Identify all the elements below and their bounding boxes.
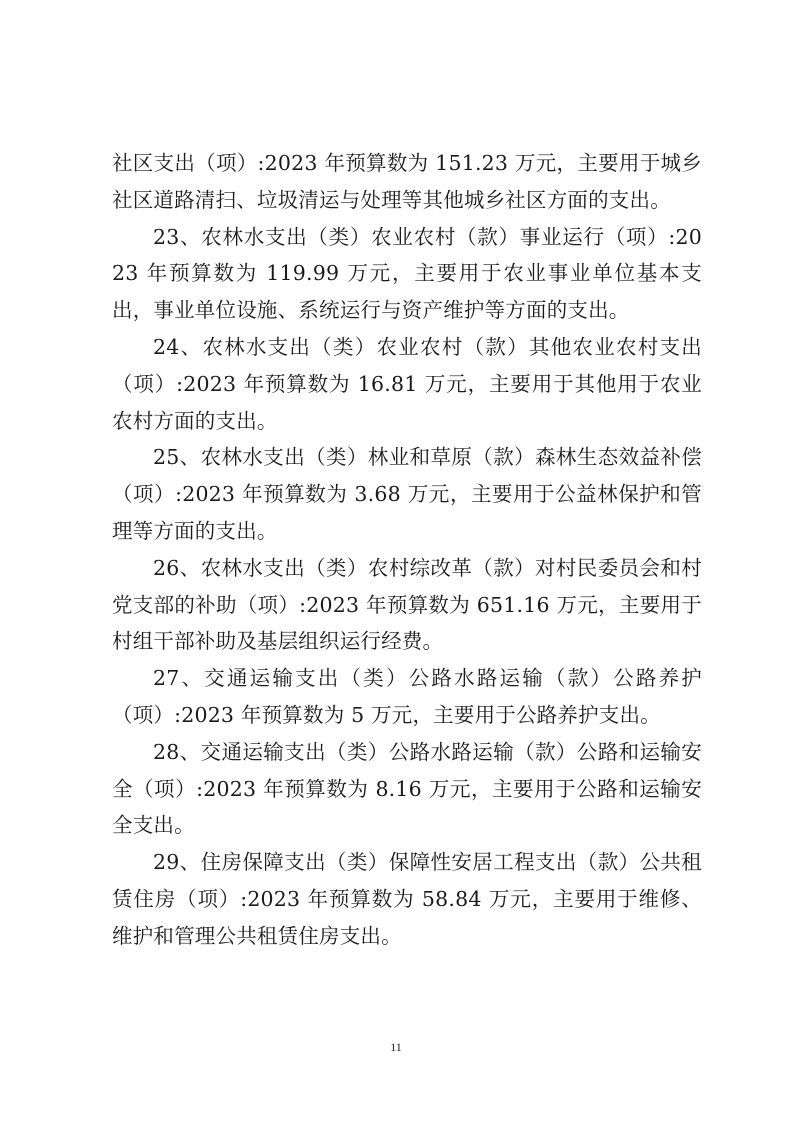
paragraph-item-23: 23、农林水支出（类）农业农村（款）事业运行（项）:2023 年预算数为 119.99 万元，主要用于农业事业单位基本支出，事业单位设施、系统运行与资产维护等方面的支出。 [112,224,702,323]
page-number: 11 [390,1040,402,1054]
paragraph-community-expense: 社区支出（项）:2023 年预算数为 151.23 万元，主要用于城乡社区道路清扫、垃圾清运与处理等其他城乡社区方面的支出。 [112,151,702,212]
paragraph-item-28: 28、交通运输支出（类）公路水路运输（款）公路和运输安全（项）:2023 年预算数为 8.16 万元，主要用于公路和运输安全支出。 [112,739,702,838]
paragraph-item-26: 26、农林水支出（类）农村综改革（款）对村民委员会和村党支部的补助（项）:2023 年预算数为 651.16 万元，主要用于村组干部补助及基层组织运行经费。 [112,555,702,654]
paragraph-item-25: 25、农林水支出（类）林业和草原（款）森林生态效益补偿（项）:2023 年预算数为 3.68 万元，主要用于公益林保护和管理等方面的支出。 [112,445,702,543]
document-body [112,145,702,955]
paragraph-item-24: 24、农林水支出（类）农业农村（款）其他农业农村支出（项）:2023 年预算数为 16.81 万元，主要用于其他用于农业农村方面的支出。 [112,334,702,433]
paragraph-item-29: 29、住房保障支出（类）保障性安居工程支出（款）公共租赁住房（项）:2023 年预算数为 58.84 万元，主要用于维修、维护和管理公共租赁住房支出。 [112,850,702,948]
paragraph-item-27: 27、交通运输支出（类）公路水路运输（款）公路养护（项）:2023 年预算数为 5 万元，主要用于公路养护支出。 [112,666,702,727]
